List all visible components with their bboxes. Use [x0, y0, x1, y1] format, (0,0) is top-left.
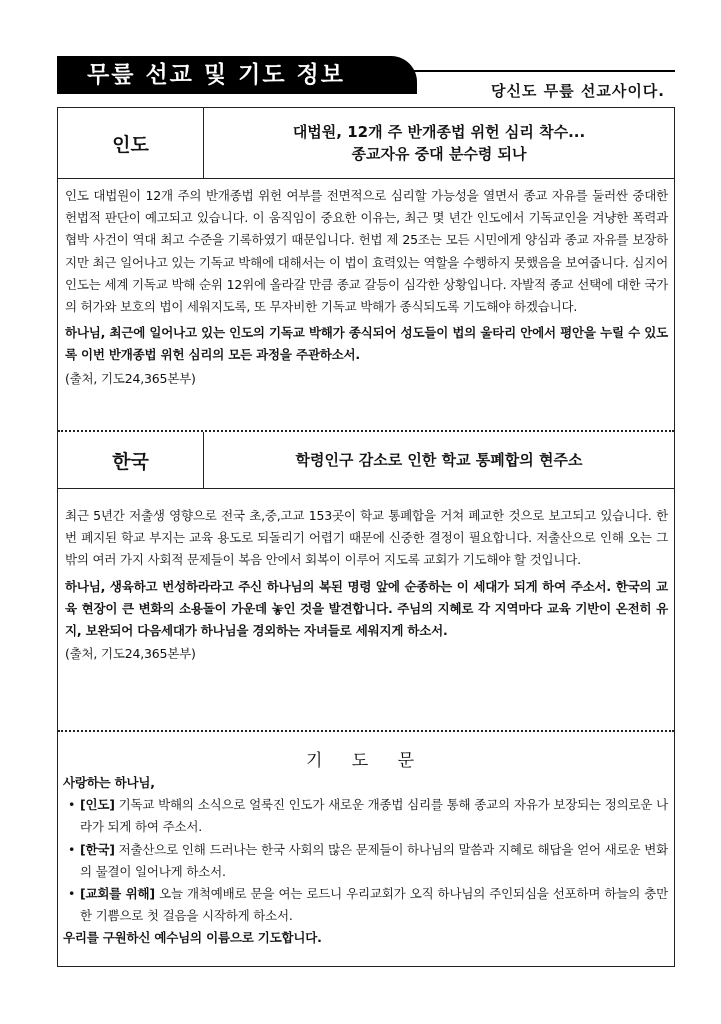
prayer-opening: 사랑하는 하나님,	[63, 775, 155, 790]
section-body-korea	[65, 505, 668, 665]
source-note: (출처, 기도24,365본부)	[65, 370, 196, 386]
page-title: 무릎 선교 및 기도 정보	[57, 56, 417, 94]
prayer-item	[63, 794, 668, 838]
headline-line: 대법원, 12개 주 반개종법 위헌 심리 착수...	[292, 123, 586, 141]
section-headline	[204, 108, 674, 178]
section-header-india	[58, 108, 674, 179]
prayer-item-text: 기독교 박해의 소식으로 얼룩진 인도가 새로운 개종법 심리를 통해 종교의 자유가 보장되는 정의로운 나라가 되게 하여 주소서.	[80, 797, 668, 835]
prayer-paragraph: 하나님, 생육하고 번성하라라고 주신 하나님의 복된 명령 앞에 순종하는 이 세대가 되게 하여 주소서. 한국의 교육 현장이 큰 변화의 소용돌이 가운데 놓인 것을 발견합니다. 주님의 지혜로 각 지역마다 교육 기반이 온전히 유지, 보완되어 다음세대가 하나님을 경외하는 자녀들로 세워지게 하소서.	[65, 578, 668, 639]
section-body-india	[65, 185, 668, 390]
bullet-icon: •	[68, 797, 76, 813]
bullet-icon: •	[68, 841, 76, 857]
country-label: 인도	[58, 108, 204, 178]
prayer-item	[63, 883, 668, 927]
news-paragraph: 인도 대법원이 12개 주의 반개종법 위헌 여부를 전면적으로 심리할 가능성을 열면서 종교 자유를 둘러싼 중대한 헌법적 판단이 예고되고 있습니다. 이 움직임이 중요한 이유는, 최근 몇 년간 인도에서 기독교인을 겨냥한 폭력과 협박 사건이 역대 최고 수준을 기록하였기 때문입니다. 헌법 제 25조는 모든 시민에게 양심과 종교 자유를 보장하지만 최근 일어나고 있는 기독교 박해에 대해서는 이 법이 효력있는 역할을 수행하지 못했음을 보여줍니다. 심지어 인도는 세계 기독교 박해 순위 12위에 올라갈 만큼 종교 갈등이 심각한 상황입니다. 자발적 종교 선택에 대한 국가의 허가와 보호의 법이 세워지도록, 또 무자비한 기독교 박해가 종식되도록 기도해야 하겠습니다.	[65, 188, 668, 315]
prayer-body	[63, 772, 668, 950]
content-frame	[57, 107, 675, 967]
headline-line: 종교자유 중대 분수령 되나	[351, 145, 527, 163]
prayer-list	[63, 794, 668, 927]
headline-line: 학령인구 감소로 인한 학교 통폐합의 현주소	[295, 451, 583, 469]
source-note: (출처, 기도24,365본부)	[65, 646, 196, 662]
prayer-paragraph: 하나님, 최근에 일어나고 있는 인도의 기독교 박해가 종식되어 성도들이 법의 울타리 안에서 평안을 누릴 수 있도록 이번 반개종법 위헌 심리의 모든 과정을 주관하소서.	[65, 325, 668, 363]
prayer-item-text: 저출산으로 인해 드러나는 한국 사회의 많은 문제들이 하나님의 말씀과 지혜로 해답을 얻어 새로운 변화의 물결이 일어나게 하소서.	[80, 841, 668, 879]
country-label: 한국	[58, 432, 204, 488]
page-subtitle: 당신도 무릎 선교사이다.	[490, 82, 665, 100]
prayer-item	[63, 839, 668, 883]
section-header-korea	[58, 432, 674, 489]
news-paragraph: 최근 5년간 저출생 영향으로 전국 초,중,고교 153곳이 학교 통폐합을 거쳐 폐교한 것으로 보고되고 있습니다. 한 번 폐지된 학교 부지는 교육 용도로 되돌리기 어렵기 때문에 신중한 결정이 필요합니다. 저출산으로 인해 오는 그 밖의 여러 가지 사회적 문제들이 복음 안에서 회복이 이루어 지도록 교회가 기도해야 할 것입니다.	[65, 508, 668, 568]
dotted-divider	[58, 730, 674, 732]
section-headline	[204, 432, 674, 488]
prayer-item-text: 오늘 개척예배로 문을 여는 로드니 우리교회가 오직 하나님의 주인되심을 선포하며 하늘의 충만한 기쁨으로 첫 걸음을 시작하게 하소서.	[80, 886, 668, 924]
prayer-item-tag: [인도]	[80, 797, 115, 813]
prayer-item-tag: [한국]	[80, 841, 115, 857]
prayer-title: 기 도 문	[305, 751, 427, 771]
prayer-item-tag: [교회를 위해]	[80, 886, 155, 902]
bullet-icon: •	[68, 886, 76, 902]
prayer-closing: 우리를 구원하신 예수님의 이름으로 기도합니다.	[63, 930, 322, 946]
